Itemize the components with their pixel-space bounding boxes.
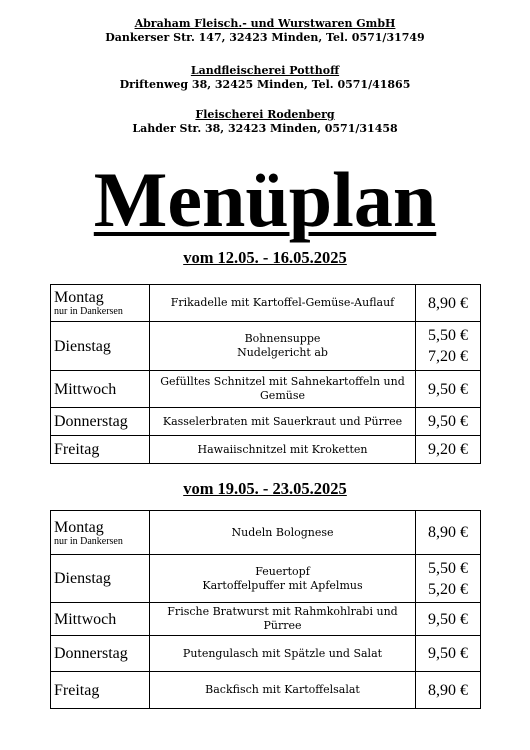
day-cell [51,636,150,672]
dish-cell [150,436,416,464]
dish-text: Gefülltes Schnitzel mit Sahnekartoffeln und [160,375,405,388]
price-cell [416,672,481,709]
dish-cell [150,285,416,322]
dish-cell [150,603,416,636]
day-name: Montag [54,289,104,306]
day-name: Montag [54,518,104,536]
table-row [51,511,481,555]
dish-cell [150,511,416,555]
price-cell [416,603,481,636]
table-row [51,672,481,709]
price-value: 9,50 € [428,413,468,430]
day-name: Mittwoch [54,610,117,628]
day-cell [51,285,150,322]
price-value: 9,50 € [428,645,468,662]
shop-name: Abraham Fleisch.- und Wurstwaren GmbH [134,17,396,30]
dish-text: Nudelgericht ab [237,346,328,359]
dish-text: Putengulasch mit Spätzle und Salat [182,646,383,660]
day-note: nur in Dankersen [54,306,123,317]
price-cell [416,436,481,464]
price-value: 5,20 € [428,580,468,598]
dish-text: Frikadelle mit Kartoffel-Gemüse-Auflauf [170,296,395,309]
table-row [51,636,481,672]
day-name: Mittwoch [54,380,117,398]
table-row [51,371,481,408]
day-cell [51,371,150,408]
dish-text: Backfisch mit Kartoffelsalat [205,683,360,696]
day-name: Dienstag [54,337,111,355]
day-cell [51,511,150,555]
day-cell [51,555,150,603]
table-row [51,555,481,603]
table-row [51,408,481,436]
day-cell [51,408,150,436]
day-cell [51,322,150,371]
week-heading-2: vom 19.05. - 23.05.2025 [183,479,347,498]
dish-cell [150,371,416,408]
day-cell [51,436,150,464]
price-value: 5,50 € [428,559,468,577]
dish-text: Kartoffelpuffer mit Apfelmus [202,578,363,592]
shop-address: Driftenweg 38, 32425 Minden, Tel. 0571/41865 [119,78,411,91]
dish-text: Hawaiischnitzel mit Kroketten [197,442,368,456]
day-name: Freitag [54,441,100,458]
day-name: Donnerstag [54,413,128,430]
day-note: nur in Dankersen [54,535,123,547]
price-value: 9,50 € [428,380,468,398]
dish-cell [150,555,416,603]
price-value: 8,90 € [428,524,468,541]
price-cell [416,636,481,672]
dish-cell [150,408,416,436]
shop-header-1 [0,17,530,45]
dish-text: Feuertopf [255,564,310,578]
day-name: Freitag [54,681,100,699]
shop-address: Lahder Str. 38, 32423 Minden, 0571/31458 [132,122,398,135]
table-row [51,603,481,636]
price-value: 8,90 € [428,681,468,699]
day-name: Dienstag [54,570,111,587]
menu-table-week-1 [50,284,481,464]
dish-cell [150,322,416,371]
dish-text: Bohnensuppe [244,332,321,345]
price-cell [416,511,481,555]
price-value: 7,20 € [428,348,468,365]
price-value: 8,90 € [428,294,468,312]
table-row [51,436,481,464]
page-title: Menüplan [93,156,437,243]
price-cell [416,408,481,436]
dish-text: Kasselerbraten mit Sauerkraut und Pürree [162,414,403,428]
day-name: Donnerstag [54,645,128,662]
menu-table-week-2 [50,510,481,709]
dish-cell [150,672,416,709]
shop-header-3 [0,108,530,136]
dish-text: Gemüse [260,389,305,402]
week-heading-1: vom 12.05. - 16.05.2025 [183,248,347,267]
price-value: 5,50 € [428,327,468,344]
table-row [51,322,481,371]
shop-address: Dankerser Str. 147, 32423 Minden, Tel. 0571/31749 [105,31,425,44]
day-cell [51,672,150,709]
shop-name: Fleischerei Rodenberg [195,108,335,121]
table-row [51,285,481,322]
price-value: 9,50 € [428,610,468,628]
shop-header-2 [0,64,530,92]
dish-text: Nudeln Bolognese [231,525,334,539]
price-cell [416,555,481,603]
price-cell [416,322,481,371]
dish-cell [150,636,416,672]
price-value: 9,20 € [428,441,468,458]
dish-text: Frische Bratwurst mit Rahmkohlrabi und Pürree [167,605,398,632]
day-cell [51,603,150,636]
price-cell [416,371,481,408]
shop-name: Landfleischerei Potthoff [190,64,340,77]
price-cell [416,285,481,322]
